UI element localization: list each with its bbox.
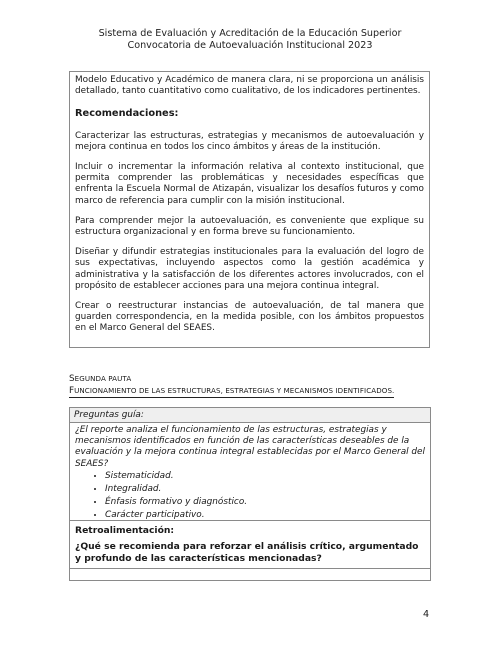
recommendation-paragraph: Diseñar y difundir estrategias institucionales para la evaluación del logro de sus expectativas, incluyendo aspectos como la gestión académica y administrativa y la satisfacción de los diferentes actores involucrados, con el propósito de establecer acciones para una mejora continua integral. — [75, 247, 424, 291]
feedback-cell — [70, 521, 430, 569]
recommendation-paragraph: Caracterizar las estructuras, estrategias y mecanismos de autoevaluación y mejora continua en todos los cinco ámbitos y áreas de la institución. — [75, 130, 424, 152]
list-item: • Integralidad. — [105, 483, 425, 496]
recommendation-paragraph: Crear o reestructurar instancias de autoevaluación, de tal manera que guarden correspondencia, en la medida posible, con los ámbitos propuestos en el Marco General del SEAES. — [75, 301, 424, 334]
guide-table — [69, 407, 431, 581]
section-label: SEGUNDA PAUTA — [69, 374, 132, 384]
header-line-1: Sistema de Evaluación y Acreditación de la Educación Superior — [98, 28, 402, 39]
guide-question-cell — [70, 423, 430, 521]
page-header — [0, 28, 500, 52]
feedback-question: ¿Qué se recomienda para reforzar el análisis crítico, argumentado y profundo de las características mencionadas? — [75, 541, 419, 564]
section-title — [69, 373, 439, 398]
recommendations-heading: Recomendaciones: — [75, 108, 179, 120]
feedback-label: Retroalimentación: — [75, 525, 175, 536]
header-line-2: Convocatoria de Autoevaluación Institucional 2023 — [127, 40, 373, 51]
characteristics-list — [75, 470, 425, 522]
list-item: • Sistematicidad. — [105, 470, 425, 483]
section-subtitle: FUNCIONAMIENTO DE LAS ESTRUCTURAS, ESTRATEGIAS Y MECANISMOS IDENTIFICADOS. — [69, 386, 395, 396]
recommendation-paragraph: Incluir o incrementar la información relativa al contexto institucional, que permita comprender las problemáticas y necesidades específicas que enfrenta la Escuela Normal de Atizapán, visualizar los desafíos futuros y como marco de referencia para cumplir con la misión institucional. — [75, 162, 424, 206]
page-number: 4 — [423, 609, 430, 620]
empty-answer-row — [70, 569, 430, 580]
list-item: • Énfasis formativo y diagnóstico. — [105, 496, 425, 509]
list-item: • Carácter participativo. — [105, 509, 425, 522]
intro-paragraph: Modelo Educativo y Académico de manera clara, ni se proporciona un análisis detallado, tanto cuantitativo como cualitativo, de los indicadores pertinentes. — [75, 75, 424, 97]
recommendations-box — [69, 71, 430, 348]
guide-question: ¿El reporte analiza el funcionamiento de las estructuras, estrategias y mecanismos identificados en función de las características deseables de la evaluación y la mejora continua integral establecidas por el Marco General del SEAES? — [75, 425, 425, 469]
recommendation-paragraph: Para comprender mejor la autoevaluación, es conveniente que explique su estructura organizacional y en forma breve su funcionamiento. — [75, 215, 424, 238]
guide-header: Preguntas guía: — [70, 408, 430, 423]
